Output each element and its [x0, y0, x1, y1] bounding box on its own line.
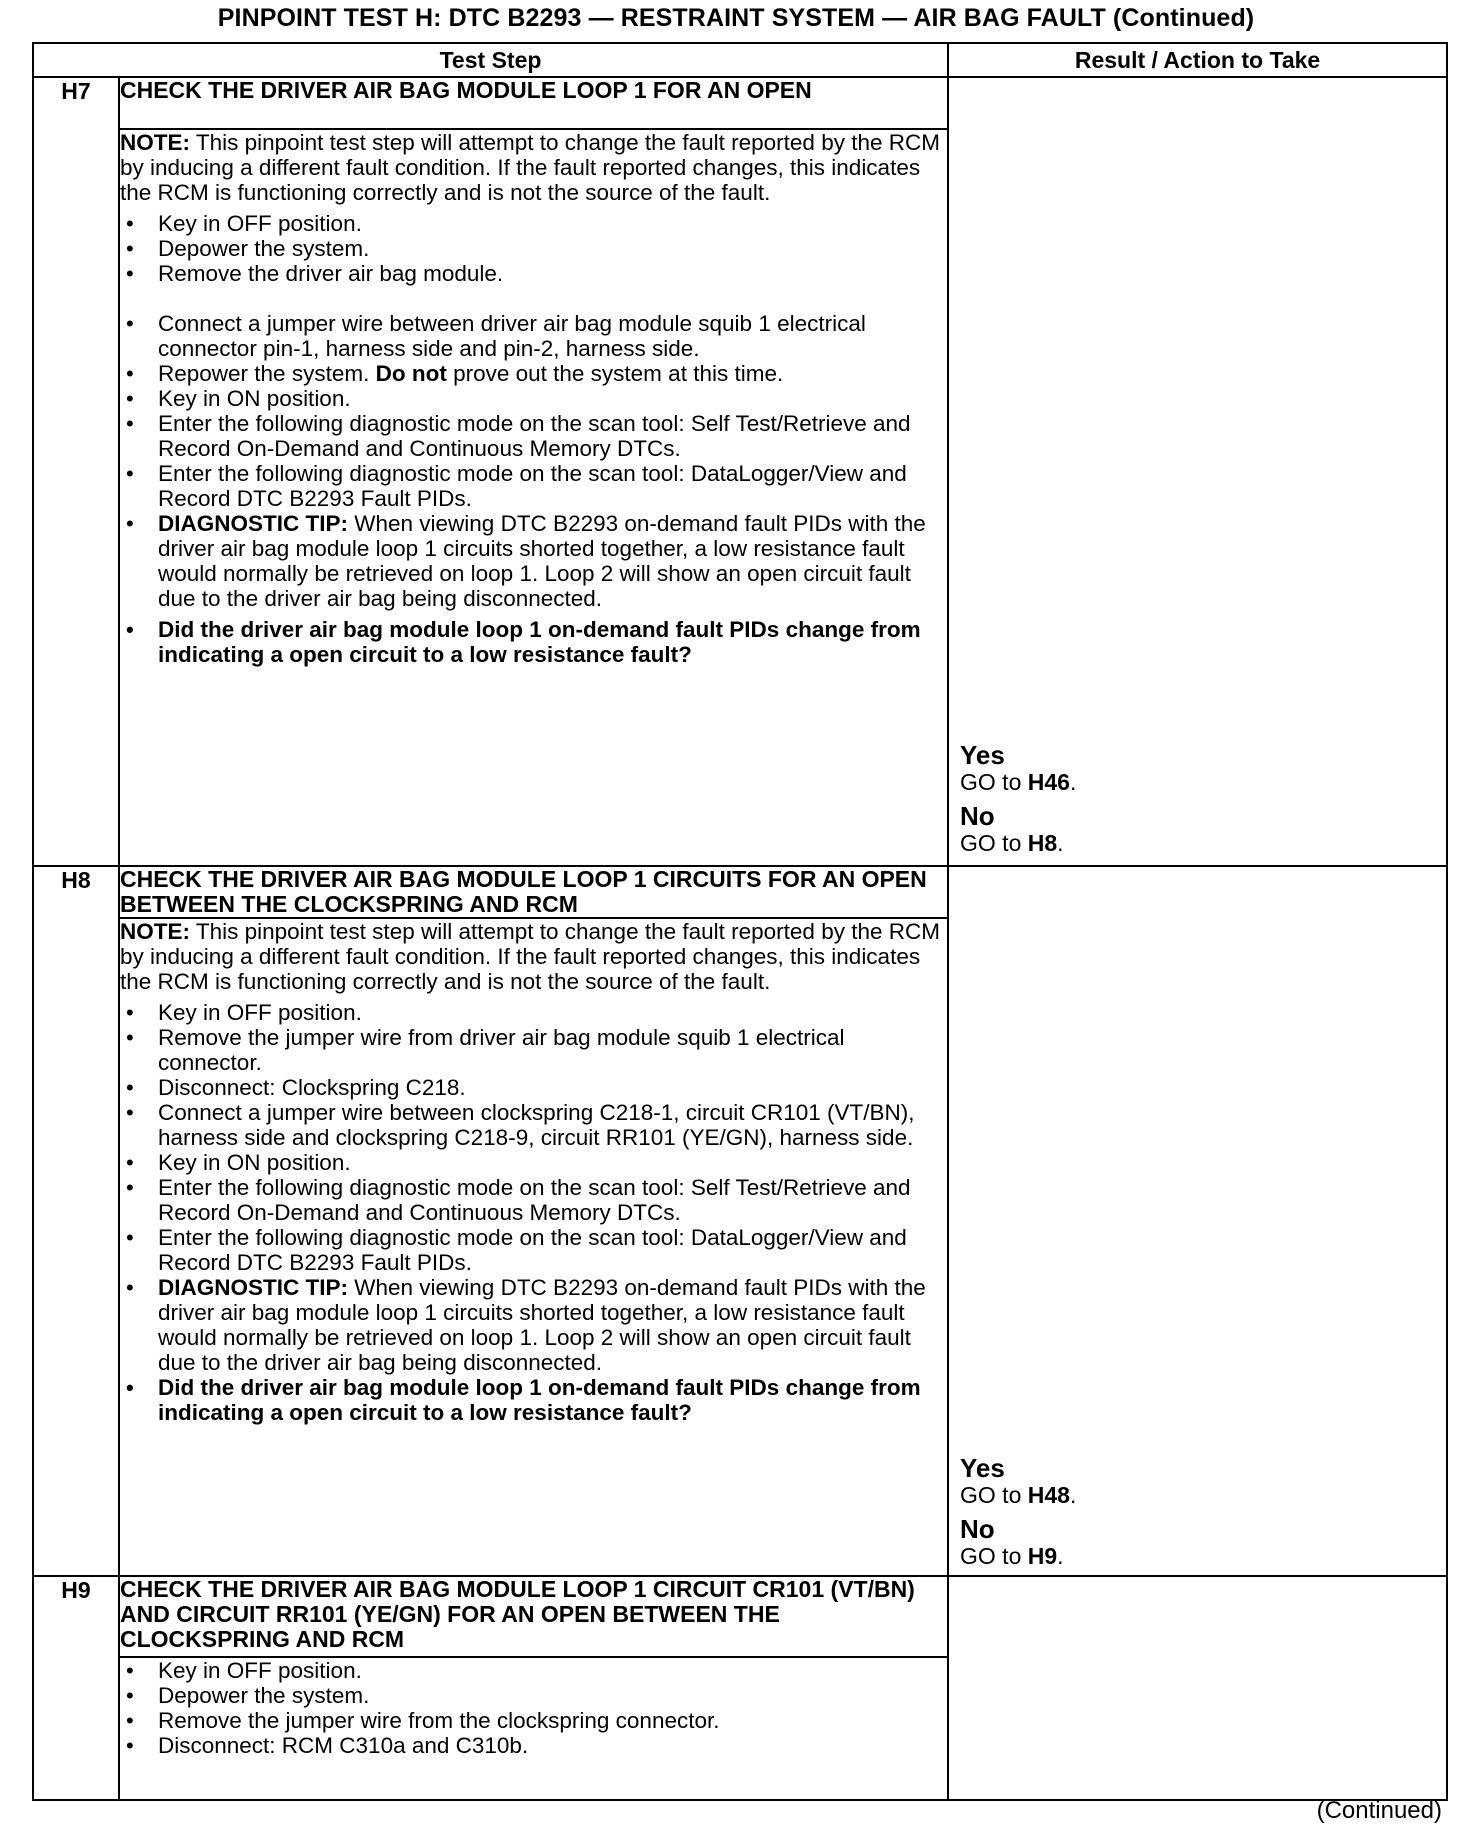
list-item: • Key in ON position. — [120, 386, 947, 411]
list-item: • Depower the system. — [120, 236, 947, 261]
step-h7-heading: CHECK THE DRIVER AIR BAG MODULE LOOP 1 FOR AN OPEN — [119, 77, 948, 129]
step-h9-body — [119, 1657, 948, 1800]
step-h9-heading-row — [33, 1576, 1447, 1657]
list-item: • Enter the following diagnostic mode on the scan tool: Self Test/Retrieve and Record On-Demand and Continuous Memory DTCs. — [120, 411, 947, 461]
list-item: • Enter the following diagnostic mode on the scan tool: DataLogger/View and Record DTC B2293 Fault PIDs. — [120, 461, 947, 511]
list-item: • Enter the following diagnostic mode on the scan tool: Self Test/Retrieve and Record On-Demand and Continuous Memory DTCs. — [120, 1175, 947, 1225]
list-item: • Remove the driver air bag module. — [120, 261, 947, 286]
list-item: • Depower the system. — [120, 1683, 947, 1708]
no-target: H8 — [1027, 830, 1058, 856]
list-item: • Repower the system. Do not prove out the system at this time. — [120, 361, 947, 386]
step-h7-note: NOTE: This pinpoint test step will attempt to change the fault reported by the RCM by inducing a different fault condition. If the fault reported changes, this indicates the RCM is functioning correctly and is not the source of the fault. — [120, 130, 940, 205]
yes-label: Yes — [960, 740, 1005, 770]
step-h8-body — [119, 918, 948, 1576]
step-h9-list — [120, 1658, 947, 1758]
step-h9-result — [948, 1576, 1447, 1800]
list-item: • Disconnect: RCM C310a and C310b. — [120, 1733, 947, 1758]
list-item: • DIAGNOSTIC TIP: When viewing DTC B2293 on-demand fault PIDs with the driver air bag module loop 1 circuits shorted together, a low resistance fault would normally be retrieved on loop 1. Loop 2 will show an open circuit fault due to the driver air bag being disconnected. — [120, 511, 947, 611]
yes-label: Yes — [960, 1453, 1005, 1483]
continued-label: (Continued) — [1316, 1797, 1442, 1824]
list-item: • Remove the jumper wire from driver air bag module squib 1 electrical connector. — [120, 1025, 947, 1075]
page-title: PINPOINT TEST H: DTC B2293 — RESTRAINT SYSTEM — AIR BAG FAULT (Continued) — [217, 4, 1255, 32]
step-h7-body — [119, 129, 948, 866]
list-item: • Remove the jumper wire from the clockspring connector. — [120, 1708, 947, 1733]
step-h7-yes — [960, 741, 1076, 795]
no-target: H9 — [1027, 1543, 1058, 1569]
list-item: • Did the driver air bag module loop 1 on-demand fault PIDs change from indicating a open circuit to a low resistance fault? — [120, 1375, 947, 1425]
list-item: • Key in OFF position. — [120, 211, 947, 236]
table-header-row — [33, 43, 1447, 77]
step-h8-list — [120, 1000, 947, 1425]
no-label: No — [960, 801, 995, 831]
step-h8-result — [948, 866, 1447, 1576]
no-action: GO to H8. — [960, 830, 1064, 856]
step-h8-note: NOTE: This pinpoint test step will attempt to change the fault reported by the RCM by inducing a different fault condition. If the fault reported changes, this indicates the RCM is functioning correctly and is not the source of the fault. — [120, 919, 940, 994]
list-item: • Connect a jumper wire between clockspring C218-1, circuit CR101 (VT/BN), harness side and clockspring C218-9, circuit RR101 (YE/GN), harness side. — [120, 1100, 947, 1150]
step-h8-id: H8 — [33, 866, 119, 1576]
list-item: • Connect a jumper wire between driver air bag module squib 1 electrical connector pin-1, harness side and pin-2, harness side. — [120, 311, 947, 361]
column-header-test-step: Test Step — [33, 43, 948, 77]
list-item: • Key in OFF position. — [120, 1000, 947, 1025]
step-h7-heading-row — [33, 77, 1447, 129]
yes-target: H48 — [1027, 1482, 1070, 1508]
step-h8-heading: CHECK THE DRIVER AIR BAG MODULE LOOP 1 CIRCUITS FOR AN OPEN BETWEEN THE CLOCKSPRING AND RCM — [119, 866, 948, 918]
step-h8-yes — [960, 1454, 1076, 1508]
step-h8-no — [960, 1515, 1064, 1569]
step-h9-heading: CHECK THE DRIVER AIR BAG MODULE LOOP 1 CIRCUIT CR101 (VT/BN) AND CIRCUIT RR101 (YE/GN) FOR AN OPEN BETWEEN THE CLOCKSPRING AND RCM — [119, 1576, 948, 1657]
list-item: • Key in OFF position. — [120, 1658, 947, 1683]
list-item: • Did the driver air bag module loop 1 on-demand fault PIDs change from indicating a open circuit to a low resistance fault? — [120, 617, 947, 667]
step-h8-heading-row — [33, 866, 1447, 918]
column-header-result: Result / Action to Take — [948, 43, 1447, 77]
step-h7-result — [948, 77, 1447, 866]
list-item: • Disconnect: Clockspring C218. — [120, 1075, 947, 1100]
no-label: No — [960, 1514, 995, 1544]
step-h7-no — [960, 802, 1064, 856]
yes-target: H46 — [1027, 769, 1070, 795]
list-item: • DIAGNOSTIC TIP: When viewing DTC B2293 on-demand fault PIDs with the driver air bag module loop 1 circuits shorted together, a low resistance fault would normally be retrieved on loop 1. Loop 2 will show an open circuit fault due to the driver air bag being disconnected. — [120, 1275, 947, 1375]
list-item: • Enter the following diagnostic mode on the scan tool: DataLogger/View and Record DTC B2293 Fault PIDs. — [120, 1225, 947, 1275]
step-h7-id: H7 — [33, 77, 119, 866]
no-action: GO to H9. — [960, 1543, 1064, 1569]
step-h9-id: H9 — [33, 1576, 119, 1800]
list-item: • Key in ON position. — [120, 1150, 947, 1175]
step-h7-list — [120, 211, 947, 667]
yes-action: GO to H48. — [960, 1482, 1077, 1508]
pinpoint-test-table — [32, 42, 1448, 1801]
yes-action: GO to H46. — [960, 769, 1077, 795]
